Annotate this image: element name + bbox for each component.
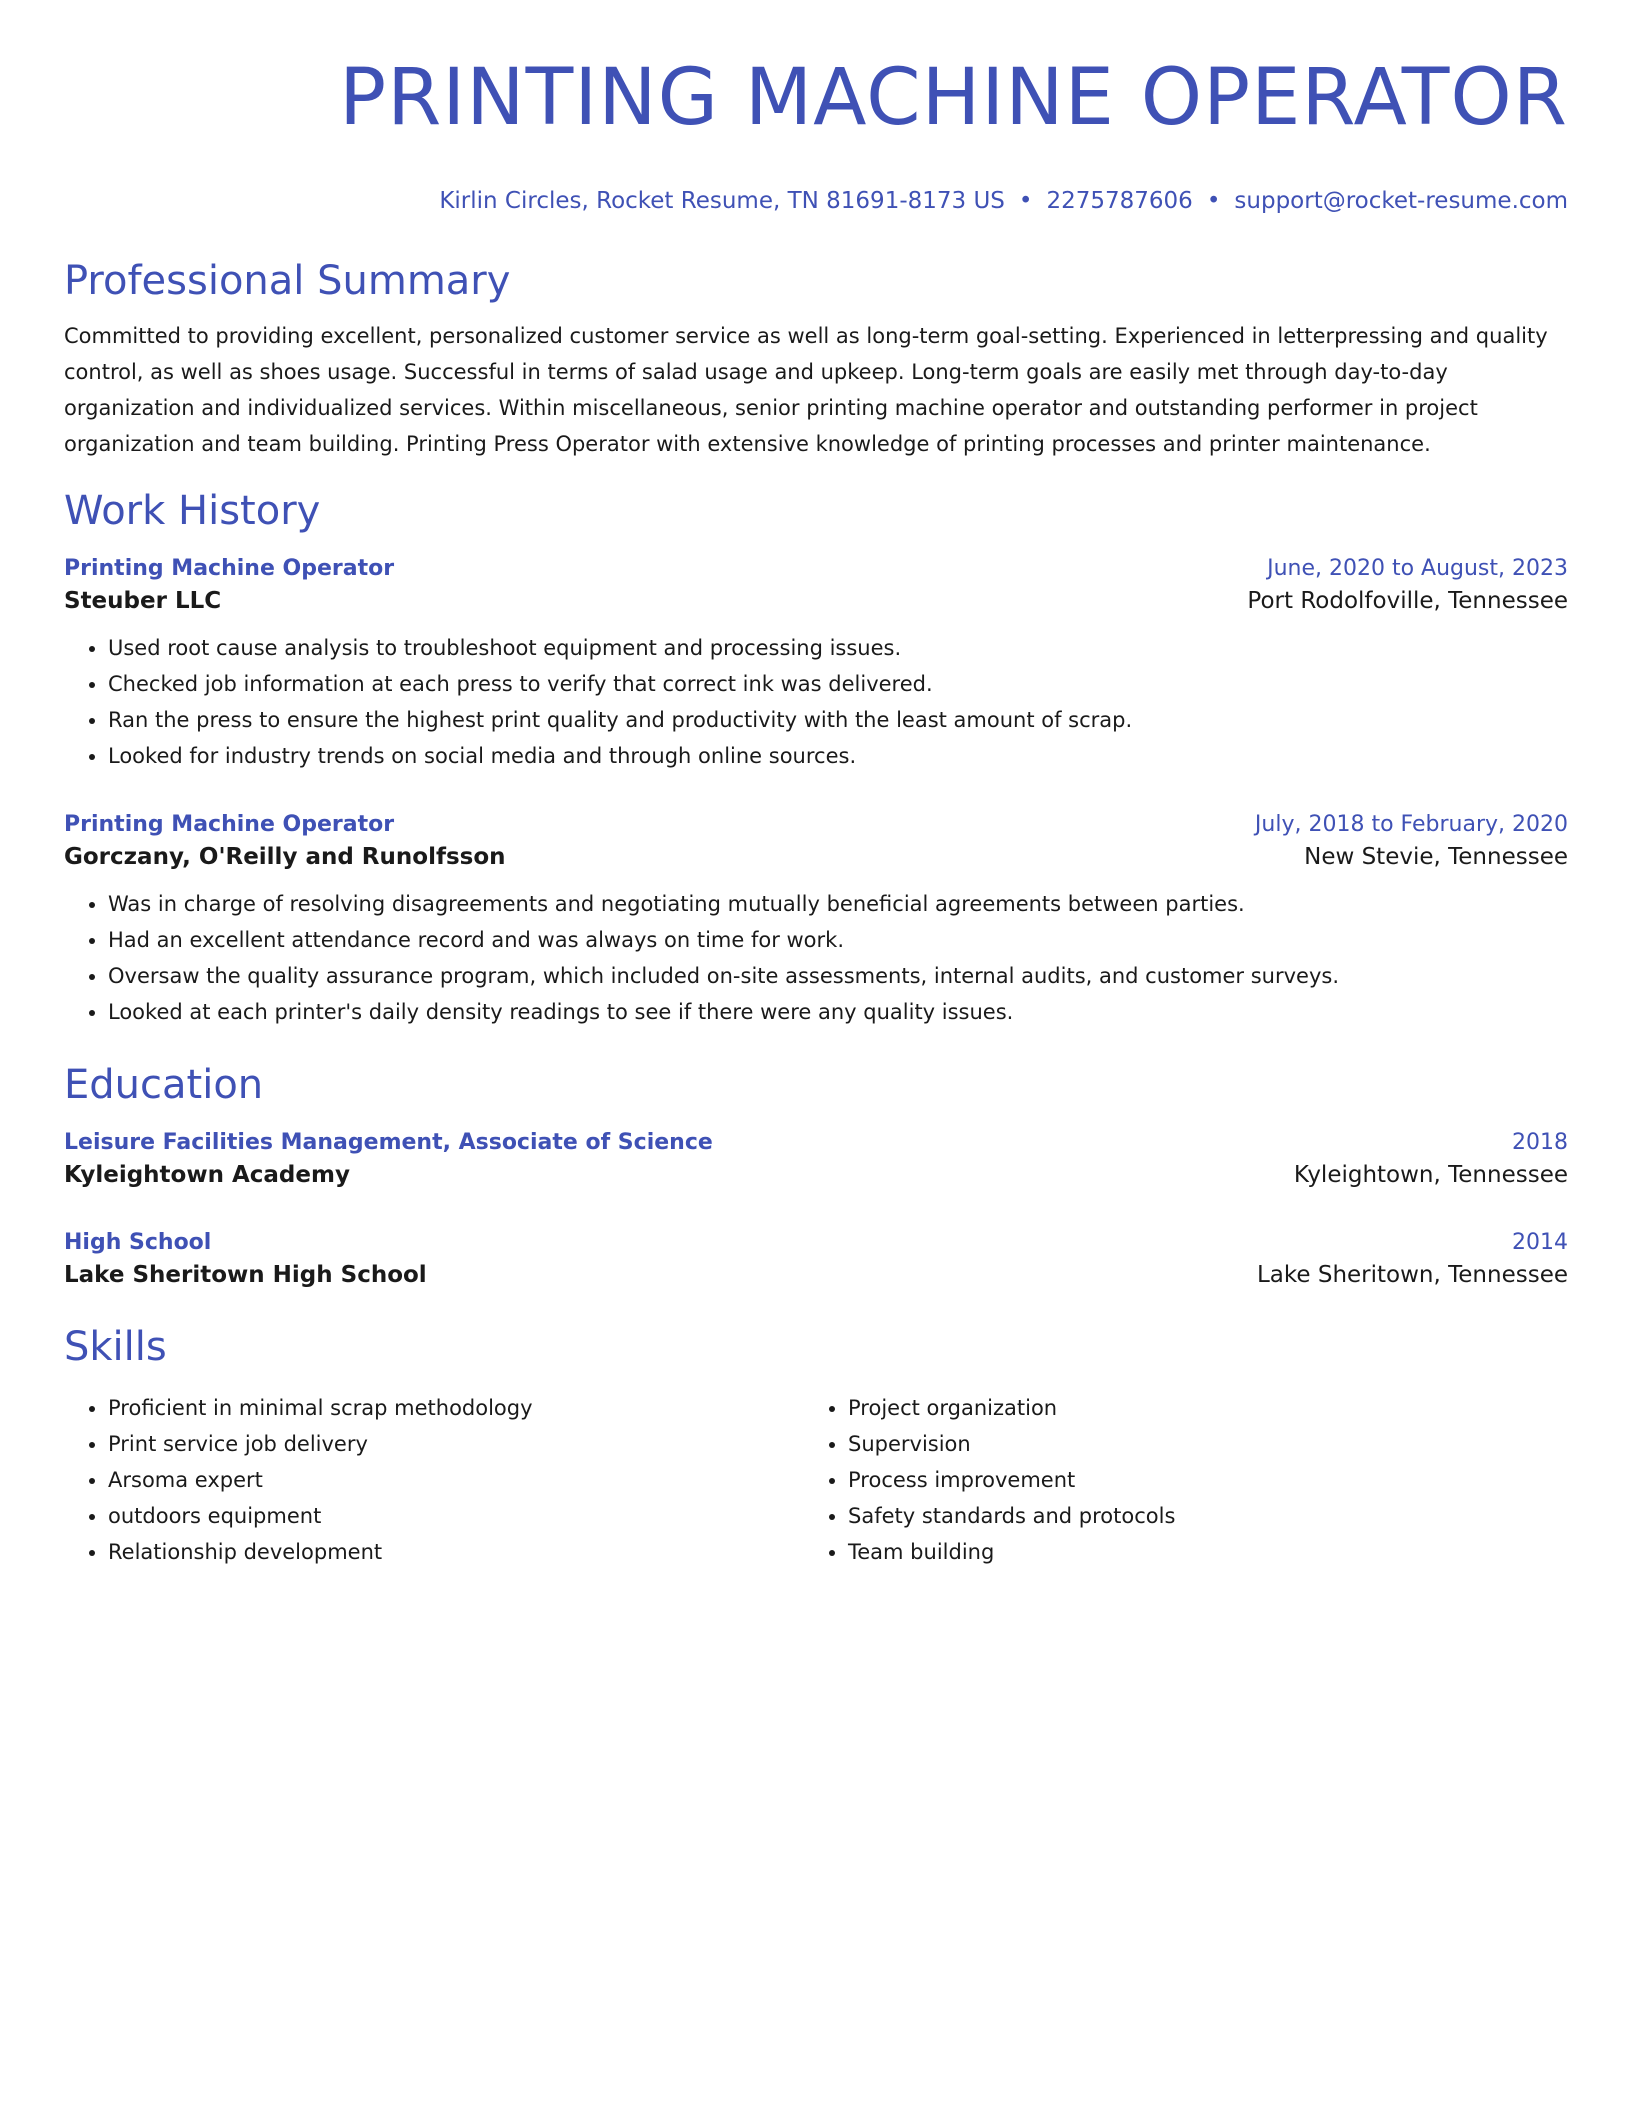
skill-item: • Supervision [848, 1426, 1544, 1462]
education-heading: Education [64, 1062, 264, 1108]
skills-column-left [64, 1390, 804, 1570]
job-bullet: • Checked job information at each press to verify that correct ink was delivered. [108, 666, 1568, 702]
candidate-name: PRINTING MACHINE OPERATOR [339, 53, 1568, 143]
education-school: Kyleightown Academy [64, 1162, 350, 1188]
job-bullet: • Used root cause analysis to troubleshoot equipment and processing issues. [108, 630, 1568, 666]
education-entry [64, 1128, 1568, 1192]
job-dates: July, 2018 to February, 2020 [1254, 812, 1568, 837]
education-location: Lake Sheritown, Tennessee [1256, 1262, 1568, 1288]
skill-item: • Relationship development [108, 1534, 804, 1570]
skills-heading: Skills [64, 1324, 167, 1370]
skill-item: • Project organization [848, 1390, 1544, 1426]
skill-item: • Arsoma expert [108, 1462, 804, 1498]
resume-header [64, 52, 1568, 216]
skills-column-right [804, 1390, 1544, 1570]
job-entry [64, 810, 1568, 1030]
education-degree: Leisure Facilities Management, Associate of Science [64, 1130, 713, 1155]
job-position: Printing Machine Operator [64, 812, 395, 837]
contact-separator: • [1206, 188, 1221, 214]
education-degree: High School [64, 1230, 212, 1255]
job-bullets [64, 630, 1568, 774]
skill-item: • Print service job delivery [108, 1426, 804, 1462]
job-company: Gorczany, O'Reilly and Runolfsson [64, 844, 506, 870]
job-bullet: • Had an excellent attendance record and was always on time for work. [108, 922, 1568, 958]
job-bullet: • Oversaw the quality assurance program, which included on-site assessments, internal audits, and customer surveys. [108, 958, 1568, 994]
job-bullets [64, 886, 1568, 1030]
contact-address: Kirlin Circles, Rocket Resume, TN 81691-8173 US [439, 188, 1005, 214]
job-location: New Stevie, Tennessee [1304, 844, 1568, 870]
contact-phone: 2275787606 [1046, 188, 1193, 214]
job-entry [64, 554, 1568, 774]
job-bullet: • Looked for industry trends on social media and through online sources. [108, 738, 1568, 774]
skill-item: • Proficient in minimal scrap methodology [108, 1390, 804, 1426]
skill-item: • outdoors equipment [108, 1498, 804, 1534]
contact-email: support@rocket-resume.com [1234, 188, 1568, 214]
skill-item: • Safety standards and protocols [848, 1498, 1544, 1534]
job-bullet: • Ran the press to ensure the highest print quality and productivity with the least amount of scrap. [108, 702, 1568, 738]
contact-separator: • [1018, 188, 1033, 214]
job-company: Steuber LLC [64, 588, 222, 614]
work-history-heading: Work History [64, 488, 321, 534]
education-location: Kyleightown, Tennessee [1293, 1162, 1568, 1188]
skill-item: • Process improvement [848, 1462, 1544, 1498]
job-bullet: • Was in charge of resolving disagreements and negotiating mutually beneficial agreements between parties. [108, 886, 1568, 922]
education-school: Lake Sheritown High School [64, 1262, 427, 1288]
summary-text: Committed to providing excellent, personalized customer service as well as long-term goal-setting. Experienced in letterpressing and quality control, as well as shoes usage. Successful in terms of salad usage and upkeep. Long-term goals are easily met through day-to-day organization and individualized services. Within miscellaneous, senior printing machine operator and outstanding performer in project organization and team building. Printing Press Operator with extensive knowledge of printing processes and printer maintenance. [64, 324, 1548, 456]
job-position: Printing Machine Operator [64, 556, 395, 581]
job-dates: June, 2020 to August, 2023 [1267, 556, 1568, 581]
skill-item: • Team building [848, 1534, 1544, 1570]
education-year: 2018 [1512, 1130, 1568, 1155]
contact-line [64, 186, 1568, 216]
summary-heading: Professional Summary [64, 258, 511, 304]
skills-list [64, 1390, 1568, 1570]
job-bullet: • Looked at each printer's daily density readings to see if there were any quality issues. [108, 994, 1568, 1030]
job-location: Port Rodolfoville, Tennessee [1247, 588, 1568, 614]
education-year: 2014 [1512, 1230, 1568, 1255]
education-entry [64, 1228, 1568, 1292]
